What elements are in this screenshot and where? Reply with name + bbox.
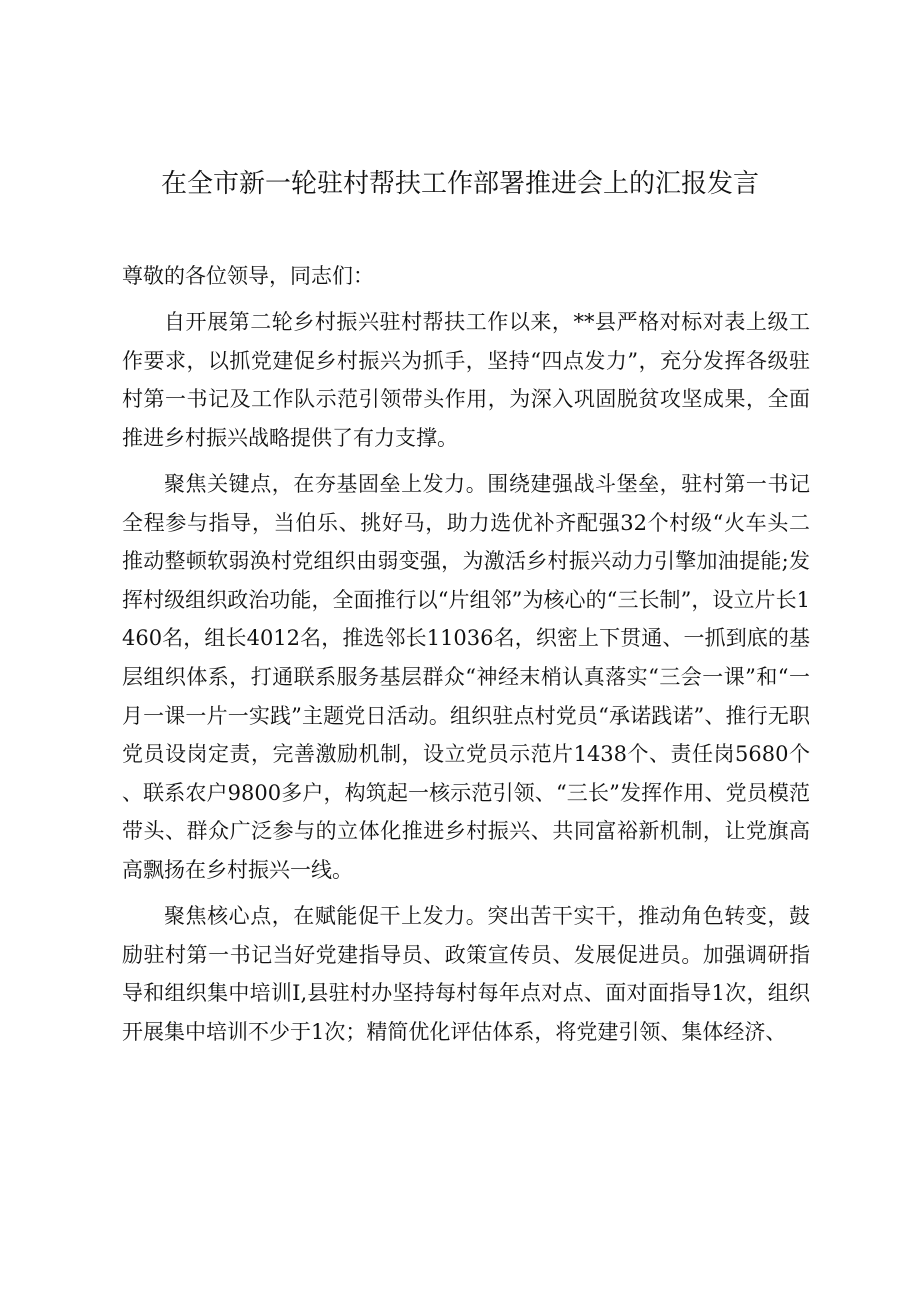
- document-body: [122, 257, 810, 1059]
- document-title: 在全市新一轮驻村帮扶工作部署推进会上的汇报发言: [160, 169, 759, 199]
- paragraph-key-point: 聚焦关键点，在夯基固垒上发力。围绕建强战斗堡垒，驻村第一书记全程参与指导，当伯乐、挑好马，助力选优补齐配强32个村级“火车头二推动整顿软弱涣村党组织由弱变强，为激活乡村振兴动力引擎加油提能;发挥村级组织政治功能，全面推行以“片组邻”为核心的“三长制”，设立片长1460名，组长4012名，推选邻长11036名，织密上下贯通、一抓到底的基层组织体系，打通联系服务基层群众“神经末梢认真落实“三会一课”和“一月一课一片一实践”主题党日活动。组织驻点村党员“承诺践诺”、推行无职党员设岗定责，完善激励机制，设立党员示范片1438个、责任岗5680个、联系农户9800多户，构筑起一核示范引领、“三长”发挥作用、党员模范带头、群众广泛参与的立体化推进乡村振兴、共同富裕新机制，让党旗高高飘扬在乡村振兴一线。: [122, 471, 810, 882]
- salutation: 尊敬的各位领导，同志们：: [122, 264, 374, 288]
- paragraph-intro: 自开展第二轮乡村振兴驻村帮扶工作以来，**县严格对标对表上级工作要求，以抓党建促乡村振兴为抓手，坚持“四点发力”，充分发挥各级驻村第一书记及工作队示范引领带头作用，为深入巩固脱贫攻坚成果，全面推进乡村振兴战略提供了有力支撑。: [122, 310, 810, 450]
- paragraph-core-point: 聚焦核心点，在赋能促干上发力。突出苦干实干，推动角色转变，鼓励驻村第一书记当好党建指导员、政策宣传员、发展促进员。加强调研指导和组织集中培训I,县驻村办坚持每村每年点对点、面对面指导1次，组织开展集中培训不少于1次；精简优化评估体系，将党建引领、集体经济、: [122, 904, 810, 1044]
